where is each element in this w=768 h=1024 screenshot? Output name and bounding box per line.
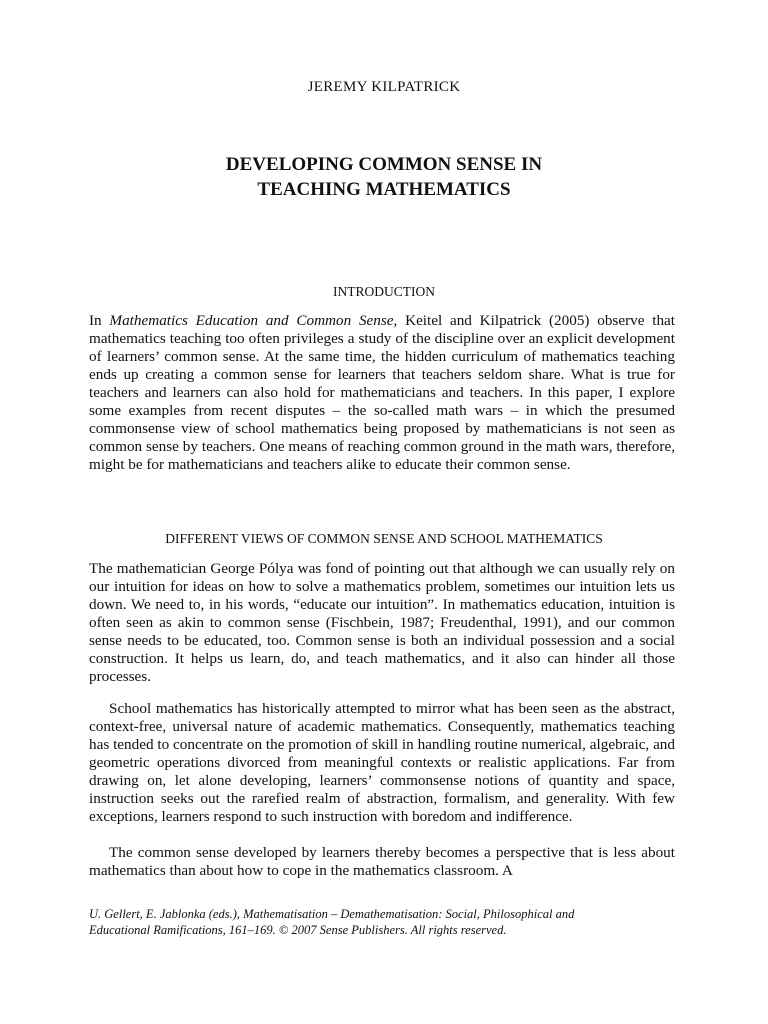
title-line-1: DEVELOPING COMMON SENSE IN	[225, 154, 543, 175]
introduction-heading: INTRODUCTION	[333, 284, 435, 299]
footer-line-1: U. Gellert, E. Jablonka (eds.), Mathematisation – Demathematisation: Social, Philosophical and	[89, 907, 575, 921]
intro-body: , Keitel and Kilpatrick (2005) observe that mathematics teaching too often privileges a study of the discipline over an explicit development of learners’ common sense. At the same time, the hidden curriculum of mathematics teaching ends up creating a common sense for learners that teachers seldom share. What is true for teachers and learners can also hold for mathematicians and teachers. In this paper, I explore some examples from recent disputes – the so-called math wars – in which the presumed commonsense view of school mathematics being proposed by mathematicians is not seen as common sense by teachers. One means of reaching common ground in the math wars, therefore, might be for mathematicians and teachers alike to educate their common sense.	[89, 312, 676, 474]
introduction-paragraph	[89, 312, 675, 474]
footer-line-2: Educational Ramifications, 161–169. © 2007 Sense Publishers. All rights reserved.	[89, 923, 507, 937]
body-paragraph-1: The mathematician George Pólya was fond of pointing out that although we can usually rely on our intuition for ideas on how to solve a mathematics problem, sometimes our intuition lets us down. We need to, in his words, “educate our intuition”. In mathematics education, intuition is often seen as akin to common sense (Fischbein, 1987; Freudenthal, 1991), and our common sense needs to be educated, too. Common sense is both an individual possession and a social construction. It helps us learn, do, and teach mathematics, and it also can hinder all those processes.	[89, 560, 675, 686]
body-paragraph-3: The common sense developed by learners thereby becomes a perspective that is less about mathematics than about how to cope in the mathematics classroom. A	[89, 844, 675, 880]
title-line-2: TEACHING MATHEMATICS	[257, 179, 511, 200]
citation-footer	[89, 906, 675, 938]
body-paragraph-2: School mathematics has historically attempted to mirror what has been seen as the abstract, context-free, universal nature of academic mathematics. Consequently, mathematics teaching has tended to concentrate on the promotion of skill in handling routine numerical, algebraic, and geometric operations divorced from meaningful contexts or realistic applications. Far from drawing on, let alone developing, learners’ commonsense notions of quantity and space, instruction seeks out the rarefied realm of abstraction, formalism, and generality. With few exceptions, learners respond to such instruction with boredom and indifference.	[89, 700, 675, 826]
author-name: JEREMY KILPATRICK	[307, 79, 461, 95]
paper-title	[0, 152, 768, 202]
section-heading: DIFFERENT VIEWS OF COMMON SENSE AND SCHOOL MATHEMATICS	[165, 531, 603, 546]
book-title: Mathematics Education and Common Sense	[109, 312, 394, 329]
intro-prefix: In	[89, 312, 110, 329]
